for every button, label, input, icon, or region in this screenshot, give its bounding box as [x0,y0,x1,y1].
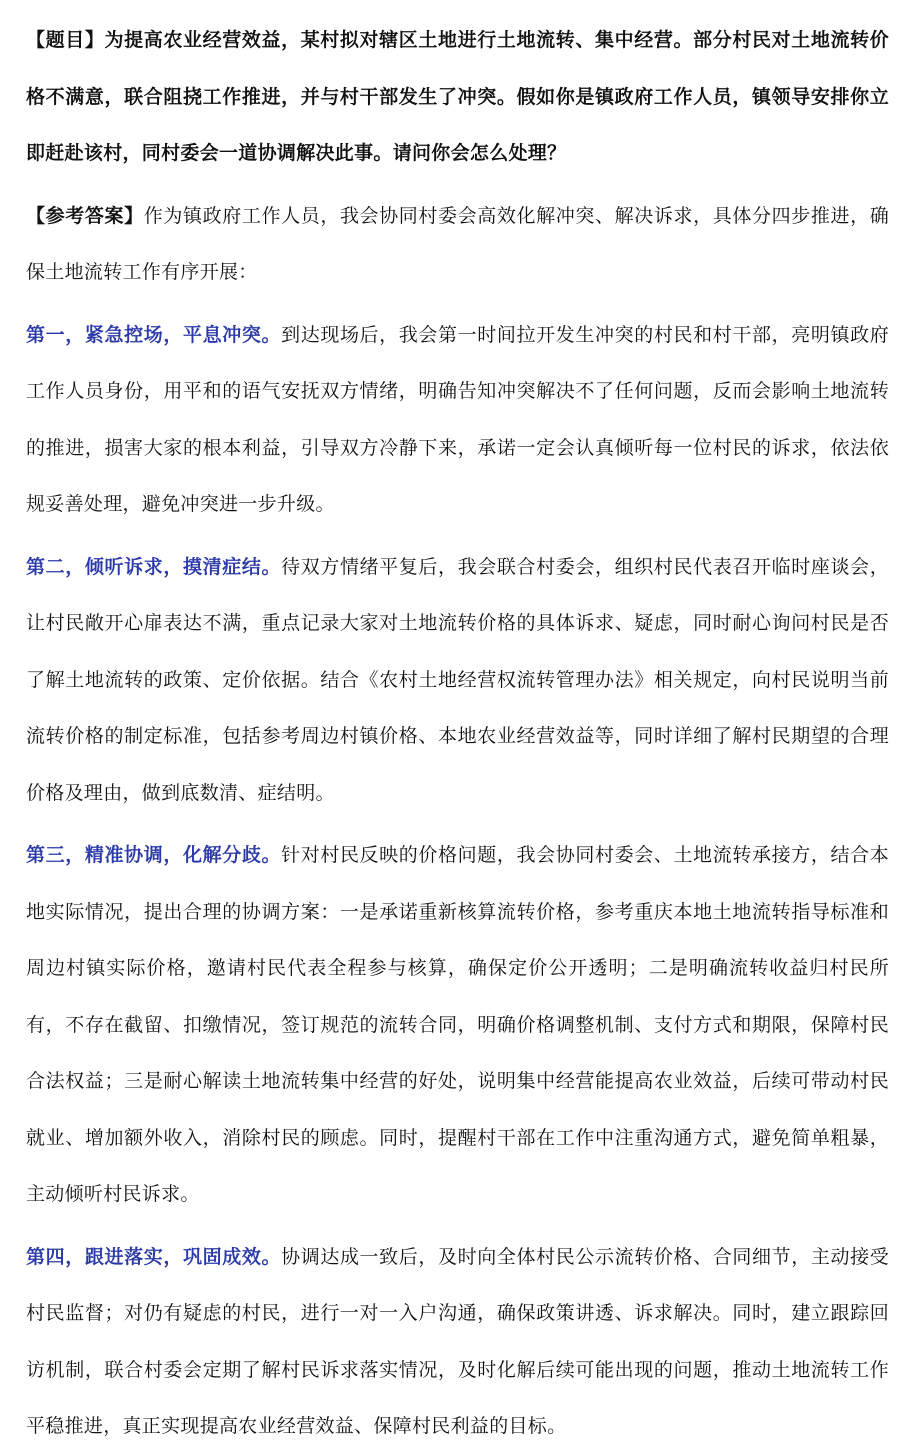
step-1-heading: 第一，紧急控场，平息冲突。 [26,323,282,346]
step-3-heading: 第三，精准协调，化解分歧。 [26,844,282,866]
answer-intro-paragraph [26,188,889,301]
step-3-body: 针对村民反映的价格问题，我会协同村委会、土地流转承接方，结合本地实际情况，提出合理的协调方案：一是承诺重新核算流转价格，参考重庆本地土地流转指导标准和周边村镇实际价格，邀请村民代表全程参与核算，确保定价公开透明；二是明确流转收益归村民所有，不存在截留、扣缴情况，签订规范的流转合同，明确价格调整机制、支付方式和期限，保障村民合法权益；三是耐心解读土地流转集中经营的好处，说明集中经营能提高农业效益，后续可带动村民就业、增加额外收入，消除村民的顾虑。同时，提醒村干部在工作中注重沟通方式，避免简单粗暴，主动倾听村民诉求。 [26,844,889,1205]
step-1-body: 到达现场后，我会第一时间拉开发生冲突的村民和村干部，亮明镇政府工作人员身份，用平和的语气安抚双方情绪，明确告知冲突解决不了任何问题，反而会影响土地流转的推进，损害大家的根本利益，引导双方冷静下来，承诺一定会认真倾听每一位村民的诉求，依法依规妥善处理，避免冲突进一步升级。 [26,323,889,515]
question-tag: 【题目】 [26,29,105,51]
step-2-heading: 第二，倾听诉求，摸清症结。 [26,555,282,578]
step-2-body: 待双方情绪平复后，我会联合村委会，组织村民代表召开临时座谈会，让村民敞开心扉表达不满，重点记录大家对土地流转价格的具体诉求、疑虑，同时耐心询问村民是否了解土地流转的政策、定价依据。结合《农村土地经营权流转管理办法》相关规定，向村民说明当前流转价格的制定标准，包括参考周边村镇价格、本地农业经营效益等，同时详细了解村民期望的合理价格及理由，做到底数清、症结明。 [26,555,889,804]
answer-tag: 【参考答案】 [26,204,144,227]
step-4-paragraph [26,1229,889,1455]
step-3-paragraph [26,827,889,1223]
question-paragraph [26,12,889,182]
step-2-paragraph [26,539,889,822]
question-text: 为提高农业经营效益，某村拟对辖区土地进行土地流转、集中经营。部分村民对土地流转价格不满意，联合阻挠工作推进，并与村干部发生了冲突。假如你是镇政府工作人员，镇领导安排你立即赶赴该村，同村委会一道协调解决此事。请问你会怎么处理？ [26,29,889,164]
answer-intro-text: 作为镇政府工作人员，我会协同村委会高效化解冲突、解决诉求，具体分四步推进，确保土地流转工作有序开展： [26,204,889,283]
step-1-paragraph [26,307,889,533]
step-4-heading: 第四，跟进落实，巩固成效。 [26,1245,282,1268]
step-4-body: 协调达成一致后，及时向全体村民公示流转价格、合同细节，主动接受村民监督；对仍有疑虑的村民，进行一对一入户沟通，确保政策讲透、诉求解决。同时，建立跟踪回访机制，联合村委会定期了解村民诉求落实情况，及时化解后续可能出现的问题，推动土地流转工作平稳推进，真正实现提高农业经营效益、保障村民利益的目标。 [26,1245,889,1437]
